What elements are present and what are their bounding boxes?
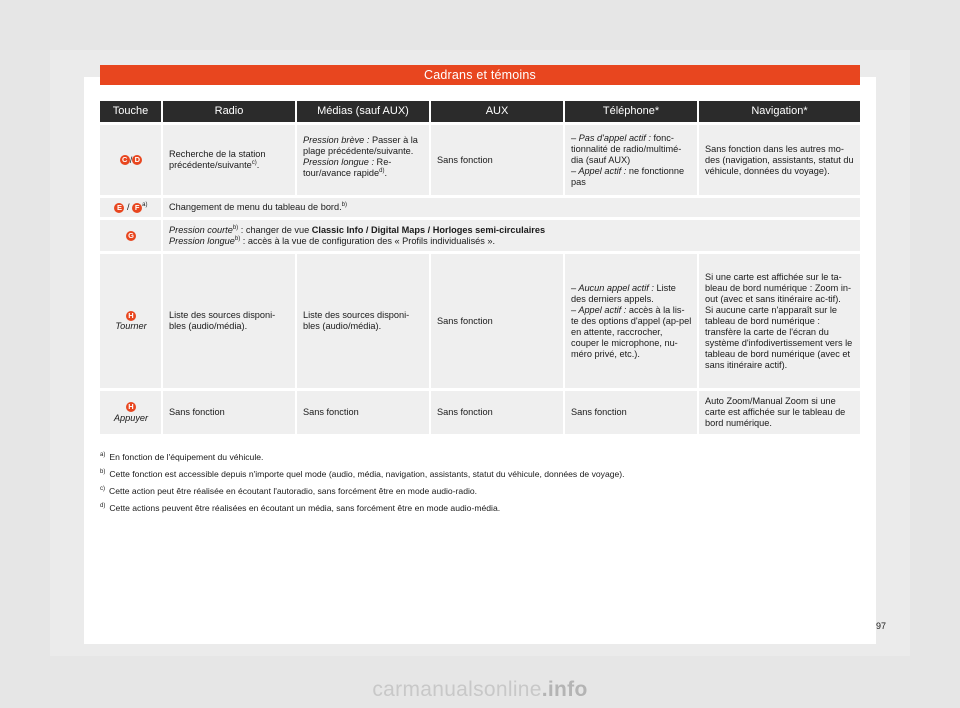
view-options: Classic Info / Digital Maps / Horloges semi-circulaires [311,224,546,235]
phone-cell [565,251,699,388]
footnotes [100,452,860,520]
key-cell [100,388,163,434]
media-cell [297,122,431,195]
key-d-icon: D [132,155,142,165]
aux-cell: Sans fonction [431,388,565,434]
radio-text: Recherche de la station précédente/suivante [169,149,266,170]
table-row [100,388,860,434]
label-active-call: – Appel actif : [571,165,627,176]
table-row [100,122,860,195]
key-g-icon: G [126,231,136,241]
footnote [100,469,860,480]
label-short-press: Pression brève : [303,135,370,145]
phone-cell: Sans fonction [565,388,699,434]
key-cell [100,217,163,251]
footnote-ref: b) [234,235,241,242]
footnote-text: En fonction de l'équipement du véhicule. [109,452,264,462]
menu-change-text: Changement de menu du tableau de bord. [169,202,342,212]
watermark-domain: .info [541,678,588,701]
label-active-call: – Appel actif : [571,304,627,315]
phone-text: Liste des derniers appels. [571,282,676,304]
nav-cell: Auto Zoom/Manual Zoom si une carte est affichée sur le tableau de bord numérique. [699,388,860,434]
punctuation: . [256,160,260,170]
footnote-ref: a) [142,201,148,208]
footnote-ref: c) [251,159,257,166]
action-label: Tourner [115,321,147,331]
footnote-mark: b) [100,469,106,476]
label-no-call: – Aucun appel actif : [571,282,654,293]
col-header-radio: Radio [163,101,297,122]
table-row [100,195,860,217]
footnote-mark: c) [100,486,105,493]
media-cell: Sans fonction [297,388,431,434]
col-header-medias: Médias (sauf AUX) [297,101,431,122]
footnote-ref: b) [232,224,239,231]
footnote [100,452,860,463]
media-text: Passer à la plage précédente/suivante. [303,135,418,156]
phone-cell [565,122,699,195]
view-change-text: : changer de vue [238,224,312,235]
media-text: Re-tour/avance rapide [303,157,392,178]
page-title: Cadrans et témoins [100,65,860,85]
radio-cell: Sans fonction [163,388,297,434]
footnote-mark: a) [100,452,106,459]
radio-cell: Liste des sources disponi-bles (audio/média). [163,251,297,388]
punctuation: . [384,168,388,178]
media-cell: Liste des sources disponi-bles (audio/média). [297,251,431,388]
phone-text: accès à la lis-te des options d'appel (ap-pel en attente, raccrocher, couper le microphone, nu-méro privé, etc.). [571,304,692,359]
footnote-text: Cette fonction est accessible depuis n'importe quel mode (audio, média, navigation, assistants, statut du véhicule, données de voyage). [109,469,625,479]
page-number: 97 [876,621,887,631]
label-long-press: Pression longue : [303,157,374,167]
table-row [100,251,860,388]
label-long-press: Pression longue [169,235,235,246]
key-cell [100,122,163,195]
span-cell [163,217,860,251]
key-f-icon: F [132,203,142,213]
footnote [100,486,860,497]
key-c-icon: C [120,155,130,165]
footnote-ref: d) [379,167,385,174]
col-header-aux: AUX [431,101,565,122]
table-row [100,217,860,251]
label-short-press: Pression courte [169,224,233,235]
table-header-row [100,101,860,122]
key-h-icon: H [126,311,136,321]
phone-text: fonc-tionnalité de radio/multimé-dia (sauf AUX) [571,132,682,165]
key-e-icon: E [114,203,124,213]
key-separator: / [129,154,133,165]
footnote-mark: d) [100,503,106,510]
key-separator: / [127,202,130,212]
col-header-navigation: Navigation* [699,101,860,122]
key-cell [100,251,163,388]
footnote-text: Cette actions peuvent être réalisées en écoutant un média, sans forcément être en mode audio-média. [109,503,501,513]
aux-cell: Sans fonction [431,122,565,195]
nav-cell: Sans fonction dans les autres mo-des (navigation, assistants, statut du véhicule, données du voyage). [699,122,860,195]
col-header-touche: Touche [100,101,163,122]
aux-cell: Sans fonction [431,251,565,388]
nav-cell: Si une carte est affichée sur le ta-bleau de bord numérique : Zoom in-out (avec et sans itinéraire ac-tif). Si aucune carte n'apparaît sur le tableau de bord numérique : transfère la carte de l'écran du système d'infodivertissement vers le tableau de bord numérique (avec et sans itinéraire actif). [699,251,860,388]
footnote-ref: b) [341,201,347,208]
footnote [100,503,860,514]
key-h-icon: H [126,402,136,412]
watermark-text: carmanualsonline [372,678,542,701]
label-no-call: – Pas d'appel actif : [571,132,651,143]
action-label: Appuyer [113,412,149,423]
key-cell [100,195,163,217]
controls-table [100,101,860,434]
config-text: : accès à la vue de configuration des « Profils individualisés ». [240,235,496,246]
radio-cell [163,122,297,195]
watermark [0,678,960,702]
span-cell [163,195,860,217]
phone-text: ne fonctionne pas [571,165,685,187]
footnote-text: Cette action peut être réalisée en écoutant l'autoradio, sans forcément être en mode audio-radio. [109,486,478,496]
col-header-telephone: Téléphone* [565,101,699,122]
